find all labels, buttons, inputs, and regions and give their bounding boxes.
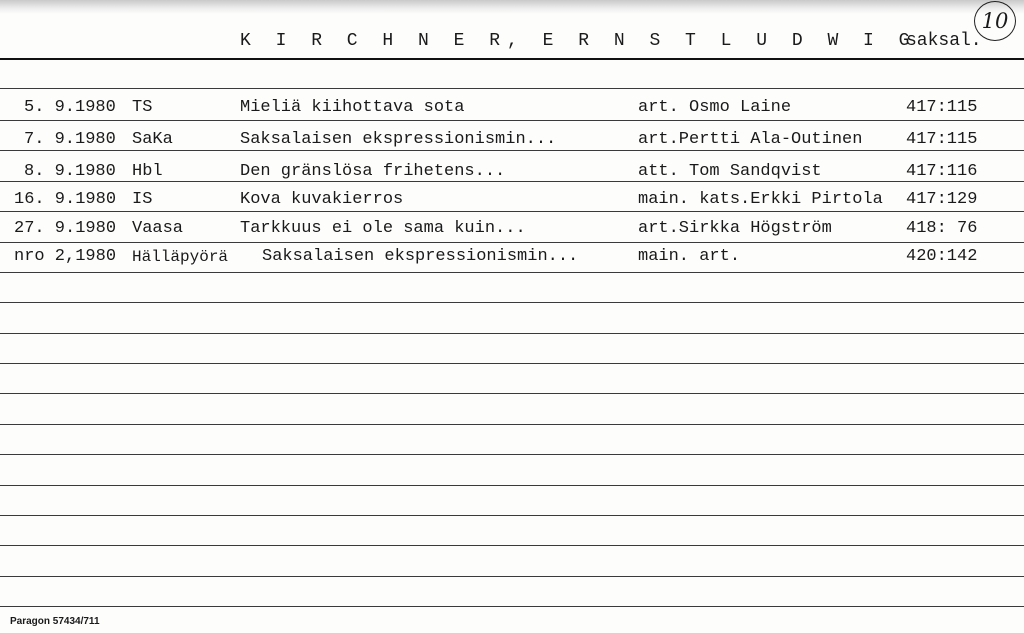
entry-author: art.Pertti Ala-Outinen	[638, 130, 863, 149]
ruled-line	[0, 211, 1024, 212]
entry-author: art.Sirkka Högström	[638, 219, 832, 238]
ruled-line	[0, 120, 1024, 121]
entry-title: Saksalaisen ekspressionismin...	[262, 247, 579, 266]
entry-date: 5. 9.1980	[24, 98, 116, 117]
entry-title: Saksalaisen ekspressionismin...	[240, 130, 557, 149]
entry-source: TS	[132, 98, 153, 117]
entry-source: IS	[132, 190, 153, 209]
ruled-line	[0, 424, 1024, 425]
entry-source: Vaasa	[132, 219, 184, 238]
entry-date: 27. 9.1980	[14, 219, 117, 238]
ruled-line	[0, 302, 1024, 303]
entry-title: Kova kuvakierros	[240, 190, 404, 209]
entry-ref: 417:116	[906, 162, 978, 181]
ruled-line	[0, 150, 1024, 151]
entry-author: att. Tom Sandqvist	[638, 162, 822, 181]
ruled-line	[0, 606, 1024, 607]
ruled-line	[0, 454, 1024, 455]
card-top-edge	[0, 0, 1024, 14]
ruled-line	[0, 515, 1024, 516]
entry-ref: 420:142	[906, 247, 978, 266]
entry-ref: 417:115	[906, 98, 978, 117]
entry-author: art. Osmo Laine	[638, 98, 792, 117]
entry-author: main. art.	[638, 247, 741, 266]
entry-date: 16. 9.1980	[14, 190, 117, 209]
ruled-line	[0, 545, 1024, 546]
ruled-line	[0, 272, 1024, 273]
ruled-line	[0, 333, 1024, 334]
entry-source: Hälläpyörä	[132, 248, 229, 266]
ruled-line	[0, 88, 1024, 89]
ruled-line	[0, 576, 1024, 577]
entry-ref: 418: 76	[906, 219, 978, 238]
entry-date: 7. 9.1980	[24, 130, 116, 149]
card-footer-print: Paragon 57434/711	[10, 616, 100, 627]
ruled-line	[0, 485, 1024, 486]
entry-date: 8. 9.1980	[24, 162, 116, 181]
card-number-circle: 10	[974, 1, 1016, 41]
ruled-line	[0, 242, 1024, 243]
entry-author: main. kats.Erkki Pirtola	[638, 190, 883, 209]
header-rule	[0, 58, 1024, 60]
entry-ref: 417:129	[906, 190, 978, 209]
card-heading: K I R C H N E R, E R N S T L U D W I G	[240, 31, 917, 51]
entry-source: Hbl	[132, 162, 163, 181]
entry-date: nro 2,1980	[14, 247, 117, 266]
ruled-line	[0, 393, 1024, 394]
entry-title: Mieliä kiihottava sota	[240, 98, 465, 117]
country-label: saksal.	[906, 31, 982, 51]
entry-title: Tarkkuus ei ole sama kuin...	[240, 219, 526, 238]
entry-source: SaKa	[132, 130, 173, 149]
ruled-line	[0, 363, 1024, 364]
entry-ref: 417:115	[906, 130, 978, 149]
entry-title: Den gränslösa frihetens...	[240, 162, 506, 181]
